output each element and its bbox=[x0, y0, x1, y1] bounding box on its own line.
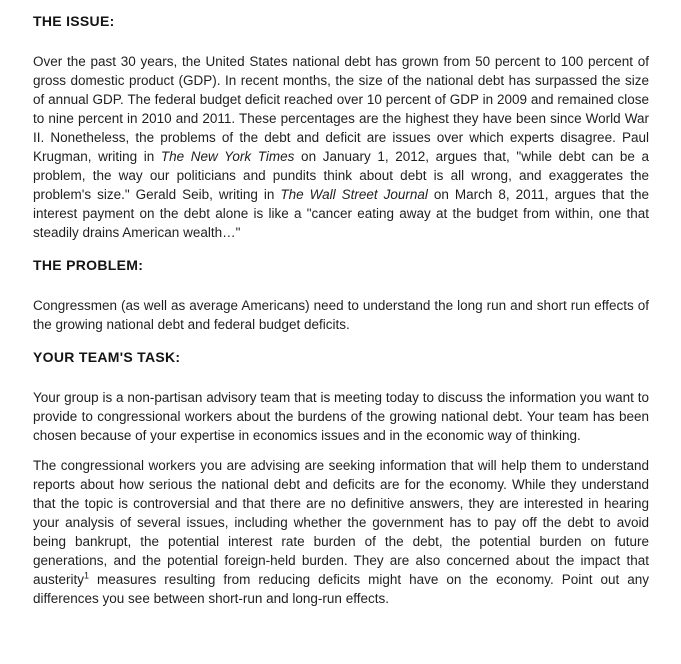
team-task-paragraph-2 bbox=[33, 456, 649, 608]
section-team-task bbox=[33, 349, 649, 608]
issue-text-run-3: on March 8, 2011, argues that the interest payment on the debt alone is like a "cancer eating away at the budget from within, one that steadily drains American wealth…" bbox=[33, 187, 649, 240]
footnote-marker-austerity: 1 bbox=[84, 570, 90, 581]
issue-text-run-1: Over the past 30 years, the United States national debt has grown from 50 percent to 100 percent of gross domestic product (GDP). In recent months, the size of the national debt has surpassed the size of annual GDP. The federal budget deficit reached over 10 percent of GDP in 2009 and remained close to nine percent in 2010 and 2011. These percentages are the highest they have been since World War II. Nonetheless, the problems of the debt and deficit are issues over which experts disagree. Paul Krugman, writing in bbox=[33, 54, 649, 164]
issue-text-run-2: on January 1, 2012, argues that, "while debt can be a problem, the way our politicians and pundits think about debt is all wrong, and exaggerates the problem's size." Gerald Seib, writing in bbox=[33, 149, 649, 202]
problem-heading: THE PROBLEM: bbox=[33, 257, 144, 273]
issue-publication-new-york-times: The New York Times bbox=[160, 149, 295, 164]
task-text-run-2: measures resulting from reducing deficits might have on the economy. Point out any differences you see between short-run and long-run effects. bbox=[33, 572, 649, 606]
task-text-run-1: The congressional workers you are advising are seeking information that will help them to understand reports about how serious the national debt and deficits are for the economy. While they understand that the topic is controversial and that there are no definitive answers, they are interested in hearing your analysis of several issues, including whether the government has to pay off the debt to avoid being bankrupt, the potential interest rate burden of the debt, the potential burden on future generations, and the potential foreign-held burden. They are also concerned about the impact that austerity bbox=[33, 458, 649, 587]
section-problem bbox=[33, 257, 649, 334]
issue-heading: THE ISSUE: bbox=[33, 13, 115, 29]
issue-paragraph bbox=[33, 52, 649, 242]
team-task-heading: YOUR TEAM'S TASK: bbox=[33, 349, 181, 365]
problem-paragraph: Congressmen (as well as average Americans) need to understand the long run and short run effects of the growing national debt and federal budget deficits. bbox=[33, 298, 649, 332]
team-task-paragraph-1: Your group is a non-partisan advisory team that is meeting today to discuss the information you want to provide to congressional workers about the burdens of the growing national debt. Your team has been chosen because of your expertise in economics issues and in the economic way of thinking. bbox=[33, 390, 649, 443]
issue-publication-wall-street-journal: The Wall Street Journal bbox=[280, 187, 428, 202]
section-issue bbox=[33, 13, 649, 242]
